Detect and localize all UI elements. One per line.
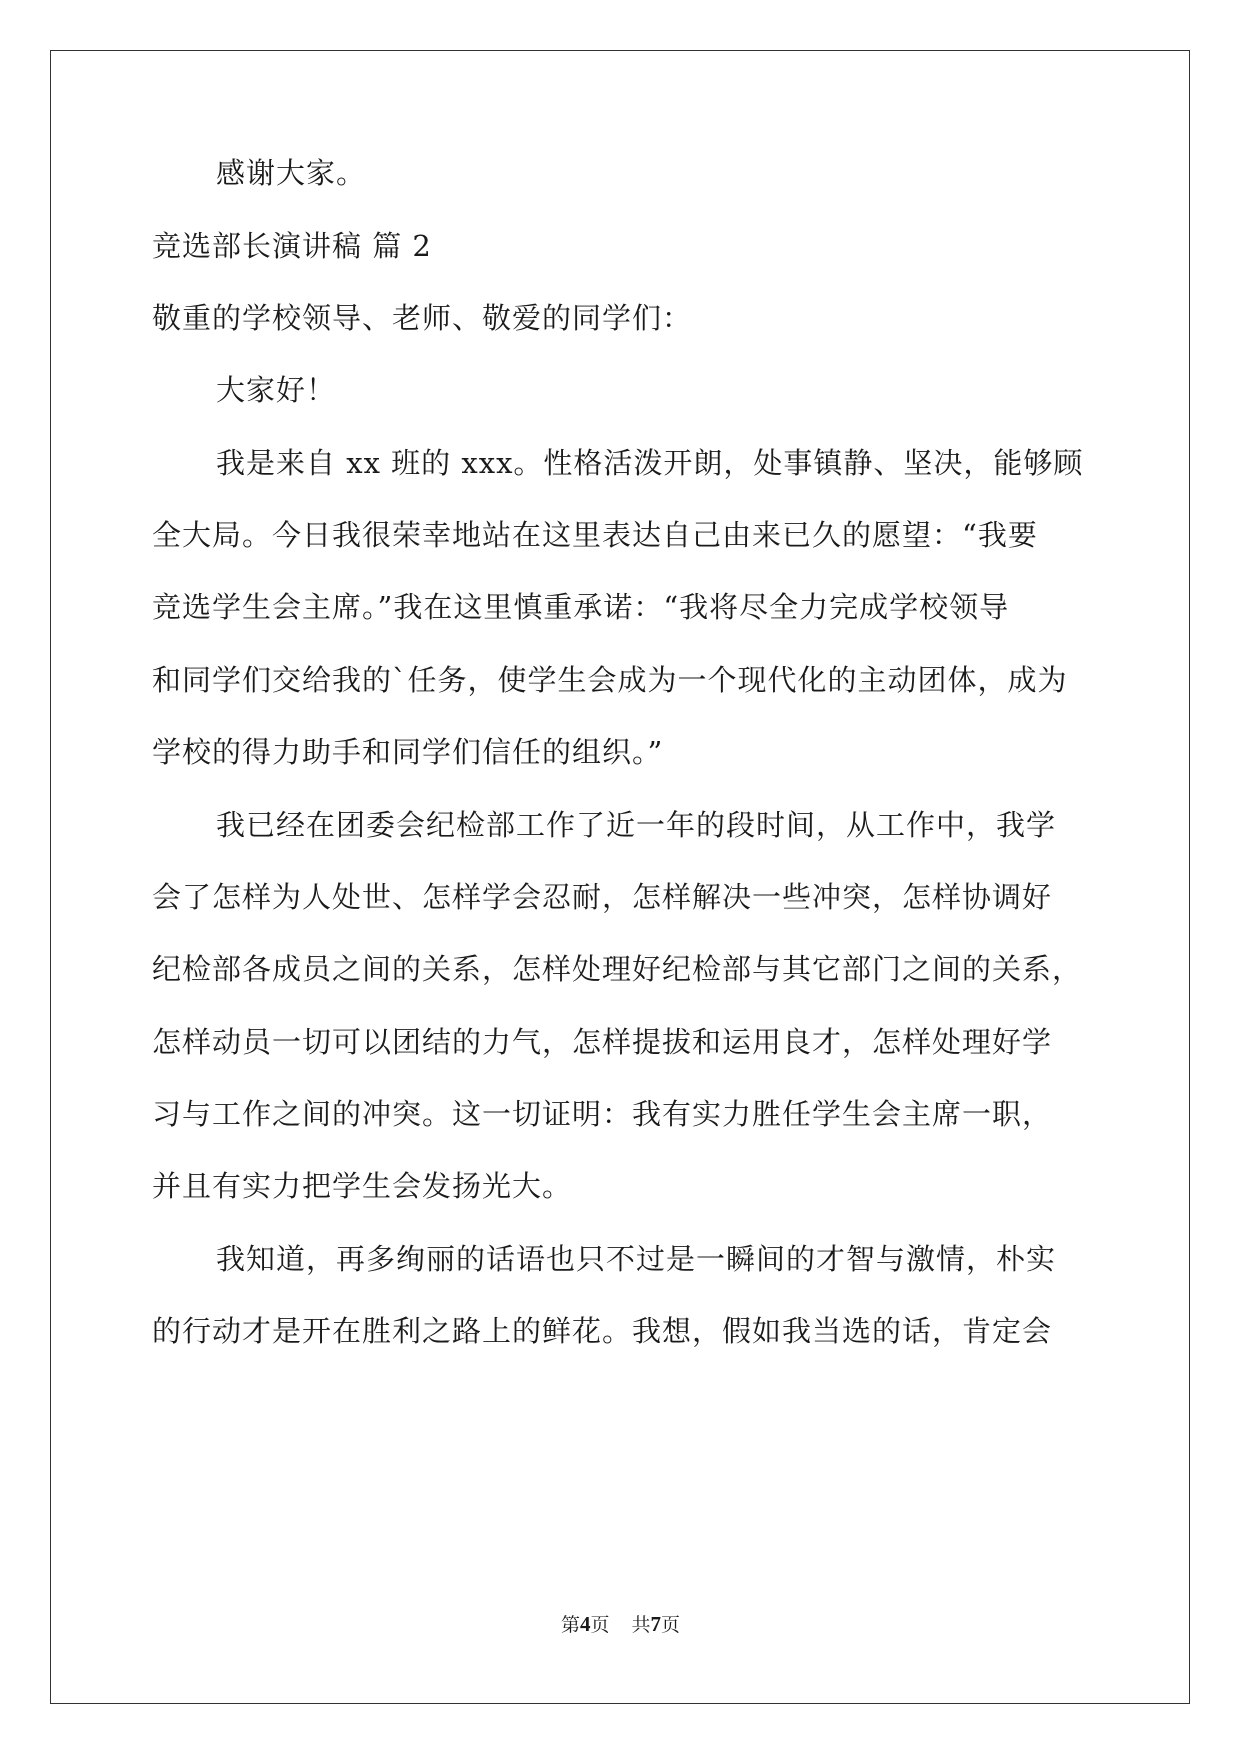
greeting: 大家好！ xyxy=(216,373,337,407)
paragraph-line: 纪检部各成员之间的关系，怎样处理好纪检部与其它部门之间的关系， xyxy=(152,952,1083,986)
paragraph-line: 学校的得力助手和同学们信任的组织。” xyxy=(152,735,664,769)
page-footer xyxy=(0,1610,1241,1637)
paragraph-line: 会了怎样为人处世、怎样学会忍耐，怎样解决一些冲突，怎样协调好 xyxy=(152,880,1053,914)
paragraph-line: 竞选学生会主席。”我在这里慎重承诺：“我将尽全力完成学校领导 xyxy=(152,590,1010,624)
total-label-suffix: 页 xyxy=(661,1614,681,1636)
paragraph-line: 我是来自 xx 班的 xxx。性格活泼开朗，处事镇静、坚决，能够顾 xyxy=(216,446,1084,480)
paragraph-line: 并且有实力把学生会发扬光大。 xyxy=(152,1169,573,1203)
paragraph-line: 我已经在团委会纪检部工作了近一年的段时间，从工作中，我学 xyxy=(216,808,1057,842)
closing-line: 感谢大家。 xyxy=(216,156,367,190)
total-label-prefix: 共 xyxy=(631,1614,651,1636)
section-heading: 竞选部长演讲稿 篇 2 xyxy=(152,229,432,263)
paragraph-line: 全大局。今日我很荣幸地站在这里表达自己由来已久的愿望：“我要 xyxy=(152,518,1038,552)
paragraph-line: 我知道，再多绚丽的话语也只不过是一瞬间的才智与激情，朴实 xyxy=(216,1242,1057,1276)
salutation: 敬重的学校领导、老师、敬爱的同学们： xyxy=(152,301,693,335)
page-label-suffix: 页 xyxy=(590,1614,610,1636)
paragraph-line: 和同学们交给我的`任务，使学生会成为一个现代化的主动团体，成为 xyxy=(152,663,1068,697)
paragraph-line: 习与工作之间的冲突。这一切证明：我有实力胜任学生会主席一职， xyxy=(152,1097,1053,1131)
current-page-number: 4 xyxy=(579,1612,591,1636)
page-label-prefix: 第 xyxy=(560,1614,580,1636)
total-page-number: 7 xyxy=(650,1612,662,1636)
paragraph-line: 的行动才是开在胜利之路上的鲜花。我想，假如我当选的话，肯定会 xyxy=(152,1314,1053,1348)
paragraph-line: 怎样动员一切可以团结的力气，怎样提拔和运用良才，怎样处理好学 xyxy=(152,1025,1053,1059)
